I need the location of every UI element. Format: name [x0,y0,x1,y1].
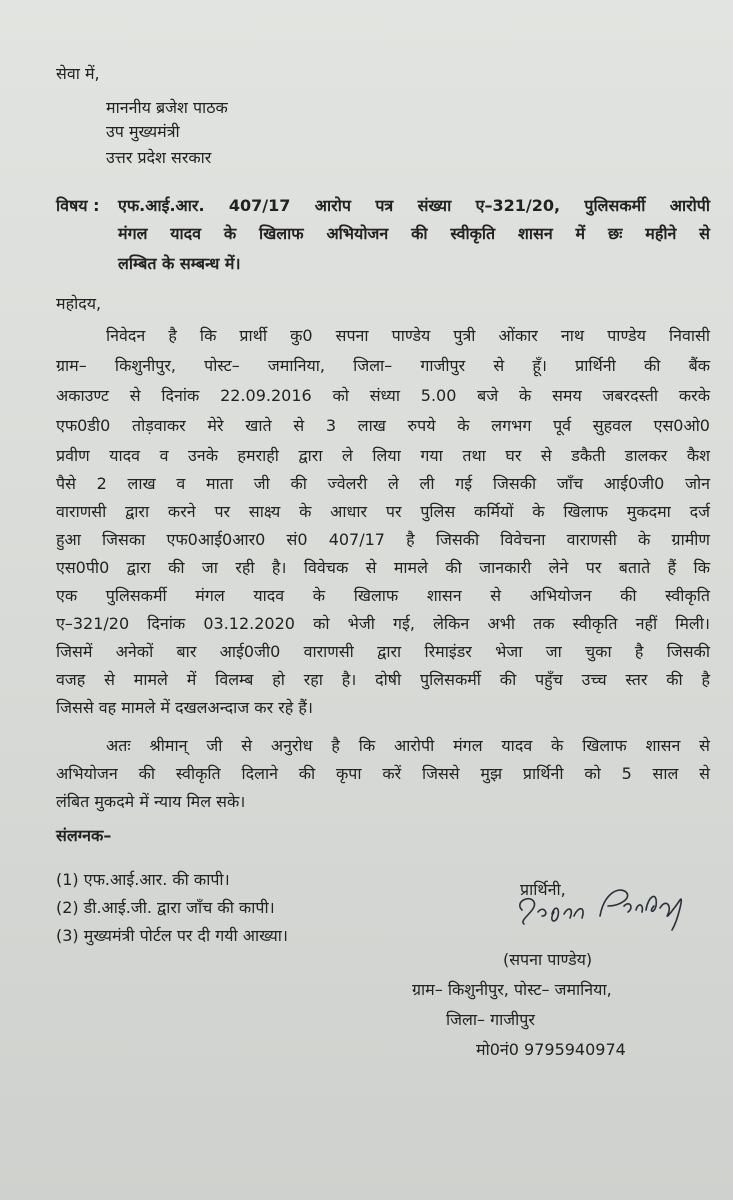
sender-address-line: ग्राम– किशुनीपुर, पोस्ट– जमानिया, [412,980,612,999]
handwritten-signature [508,876,698,936]
recipient-government: उत्तर प्रदेश सरकार [106,148,212,167]
request-line: अतः श्रीमान् जी से अनुरोध है कि आरोपी मंगल यादव के खिलाफ शासन से [106,736,710,755]
subject-line: लम्बित के सम्बन्ध में। [118,254,241,273]
body-line: वजह से मामले में विलम्ब हो रहा है। दोषी पुलिसकर्मी की पहुँच उच्च स्तर की है [56,670,710,689]
enclosure-item: (2) डी.आई.जी. द्वारा जाँच की कापी। [56,898,275,917]
subject-line: एफ.आई.आर. 407/17 आरोप पत्र संख्या ए–321/20, पुलिसकर्मी आरोपी [118,196,710,215]
body-line: ग्राम– किशुनीपुर, पोस्ट– जमानिया, जिला– गाजीपुर से हूँ। प्रार्थिनी की बैंक [56,356,710,375]
body-line: एस0पी0 द्वारा की जा रही है। विवेचक से मामले की जानकारी लेने पर बताते हैं कि [56,558,710,577]
body-line: पैसे 2 लाख व माता जी की ज्वेलरी ले ली गई जिसकी जाँच आई0जी0 जोन [56,474,710,493]
body-line: जिससे वह मामले में दखलअन्दाज कर रहे हैं। [56,698,313,717]
body-line: एफ0डी0 तोड़वाकर मेरे खाते से 3 लाख रुपये के लगभग पूर्व सुहवल एस0ओ0 [56,416,710,435]
body-line: अकाउण्ट से दिनांक 22.09.2016 को संध्या 5.00 बजे के समय जबरदस्ती करके [56,386,710,405]
subject-label: विषय : [56,196,100,215]
greeting: महोदय, [56,294,102,313]
enclosure-label: संलग्नक– [56,826,112,845]
sender-mobile: मो0नं0 9795940974 [476,1040,626,1059]
request-line: लंबित मुकदमे में न्याय मिल सके। [56,792,246,811]
recipient-name: माननीय ब्रजेश पाठक [106,98,228,117]
salutation-to: सेवा में, [56,64,100,83]
sender-label: प्रार्थिनी, [520,880,566,899]
body-line: प्रवीण यादव व उनके हमराही द्वारा ले लिया गया तथा घर से डकैती डालकर कैश [56,446,710,465]
body-line: हुआ जिसका एफ0आई0आर0 सं0 407/17 है जिसकी विवेचना वाराणसी के ग्रामीण [56,530,710,549]
request-line: अभियोजन की स्वीकृति दिलाने की कृपा करें जिससे मुझ प्रार्थिनी को 5 साल से [56,764,710,783]
recipient-designation: उप मुख्यमंत्री [106,122,180,141]
body-line: निवेदन है कि प्रार्थी कु0 सपना पाण्डेय पुत्री ओंकार नाथ पाण्डेय निवासी [106,326,710,345]
body-line: एक पुलिसकर्मी मंगल यादव के खिलाफ शासन से अभियोजन की स्वीकृति [56,586,710,605]
sender-name: (सपना पाण्डेय) [503,950,593,969]
enclosure-item: (1) एफ.आई.आर. की कापी। [56,870,230,889]
body-line: जिसमें अनेकों बार आई0जी0 वाराणसी द्वारा रिमाइंडर भेजा जा चुका है जिसकी [56,642,710,661]
body-line: ए–321/20 दिनांक 03.12.2020 को भेजी गई, लेकिन अभी तक स्वीकृति नहीं मिली। [56,614,710,633]
enclosure-item: (3) मुख्यमंत्री पोर्टल पर दी गयी आख्या। [56,926,288,945]
sender-address-line: जिला– गाजीपुर [446,1010,535,1029]
body-line: वाराणसी द्वारा करने पर साक्ष्य के आधार पर पुलिस कर्मियों के खिलाफ मुकदमा दर्ज [56,502,710,521]
subject-line: मंगल यादव के खिलाफ अभियोजन की स्वीकृति शासन में छः महीने से [118,224,710,243]
